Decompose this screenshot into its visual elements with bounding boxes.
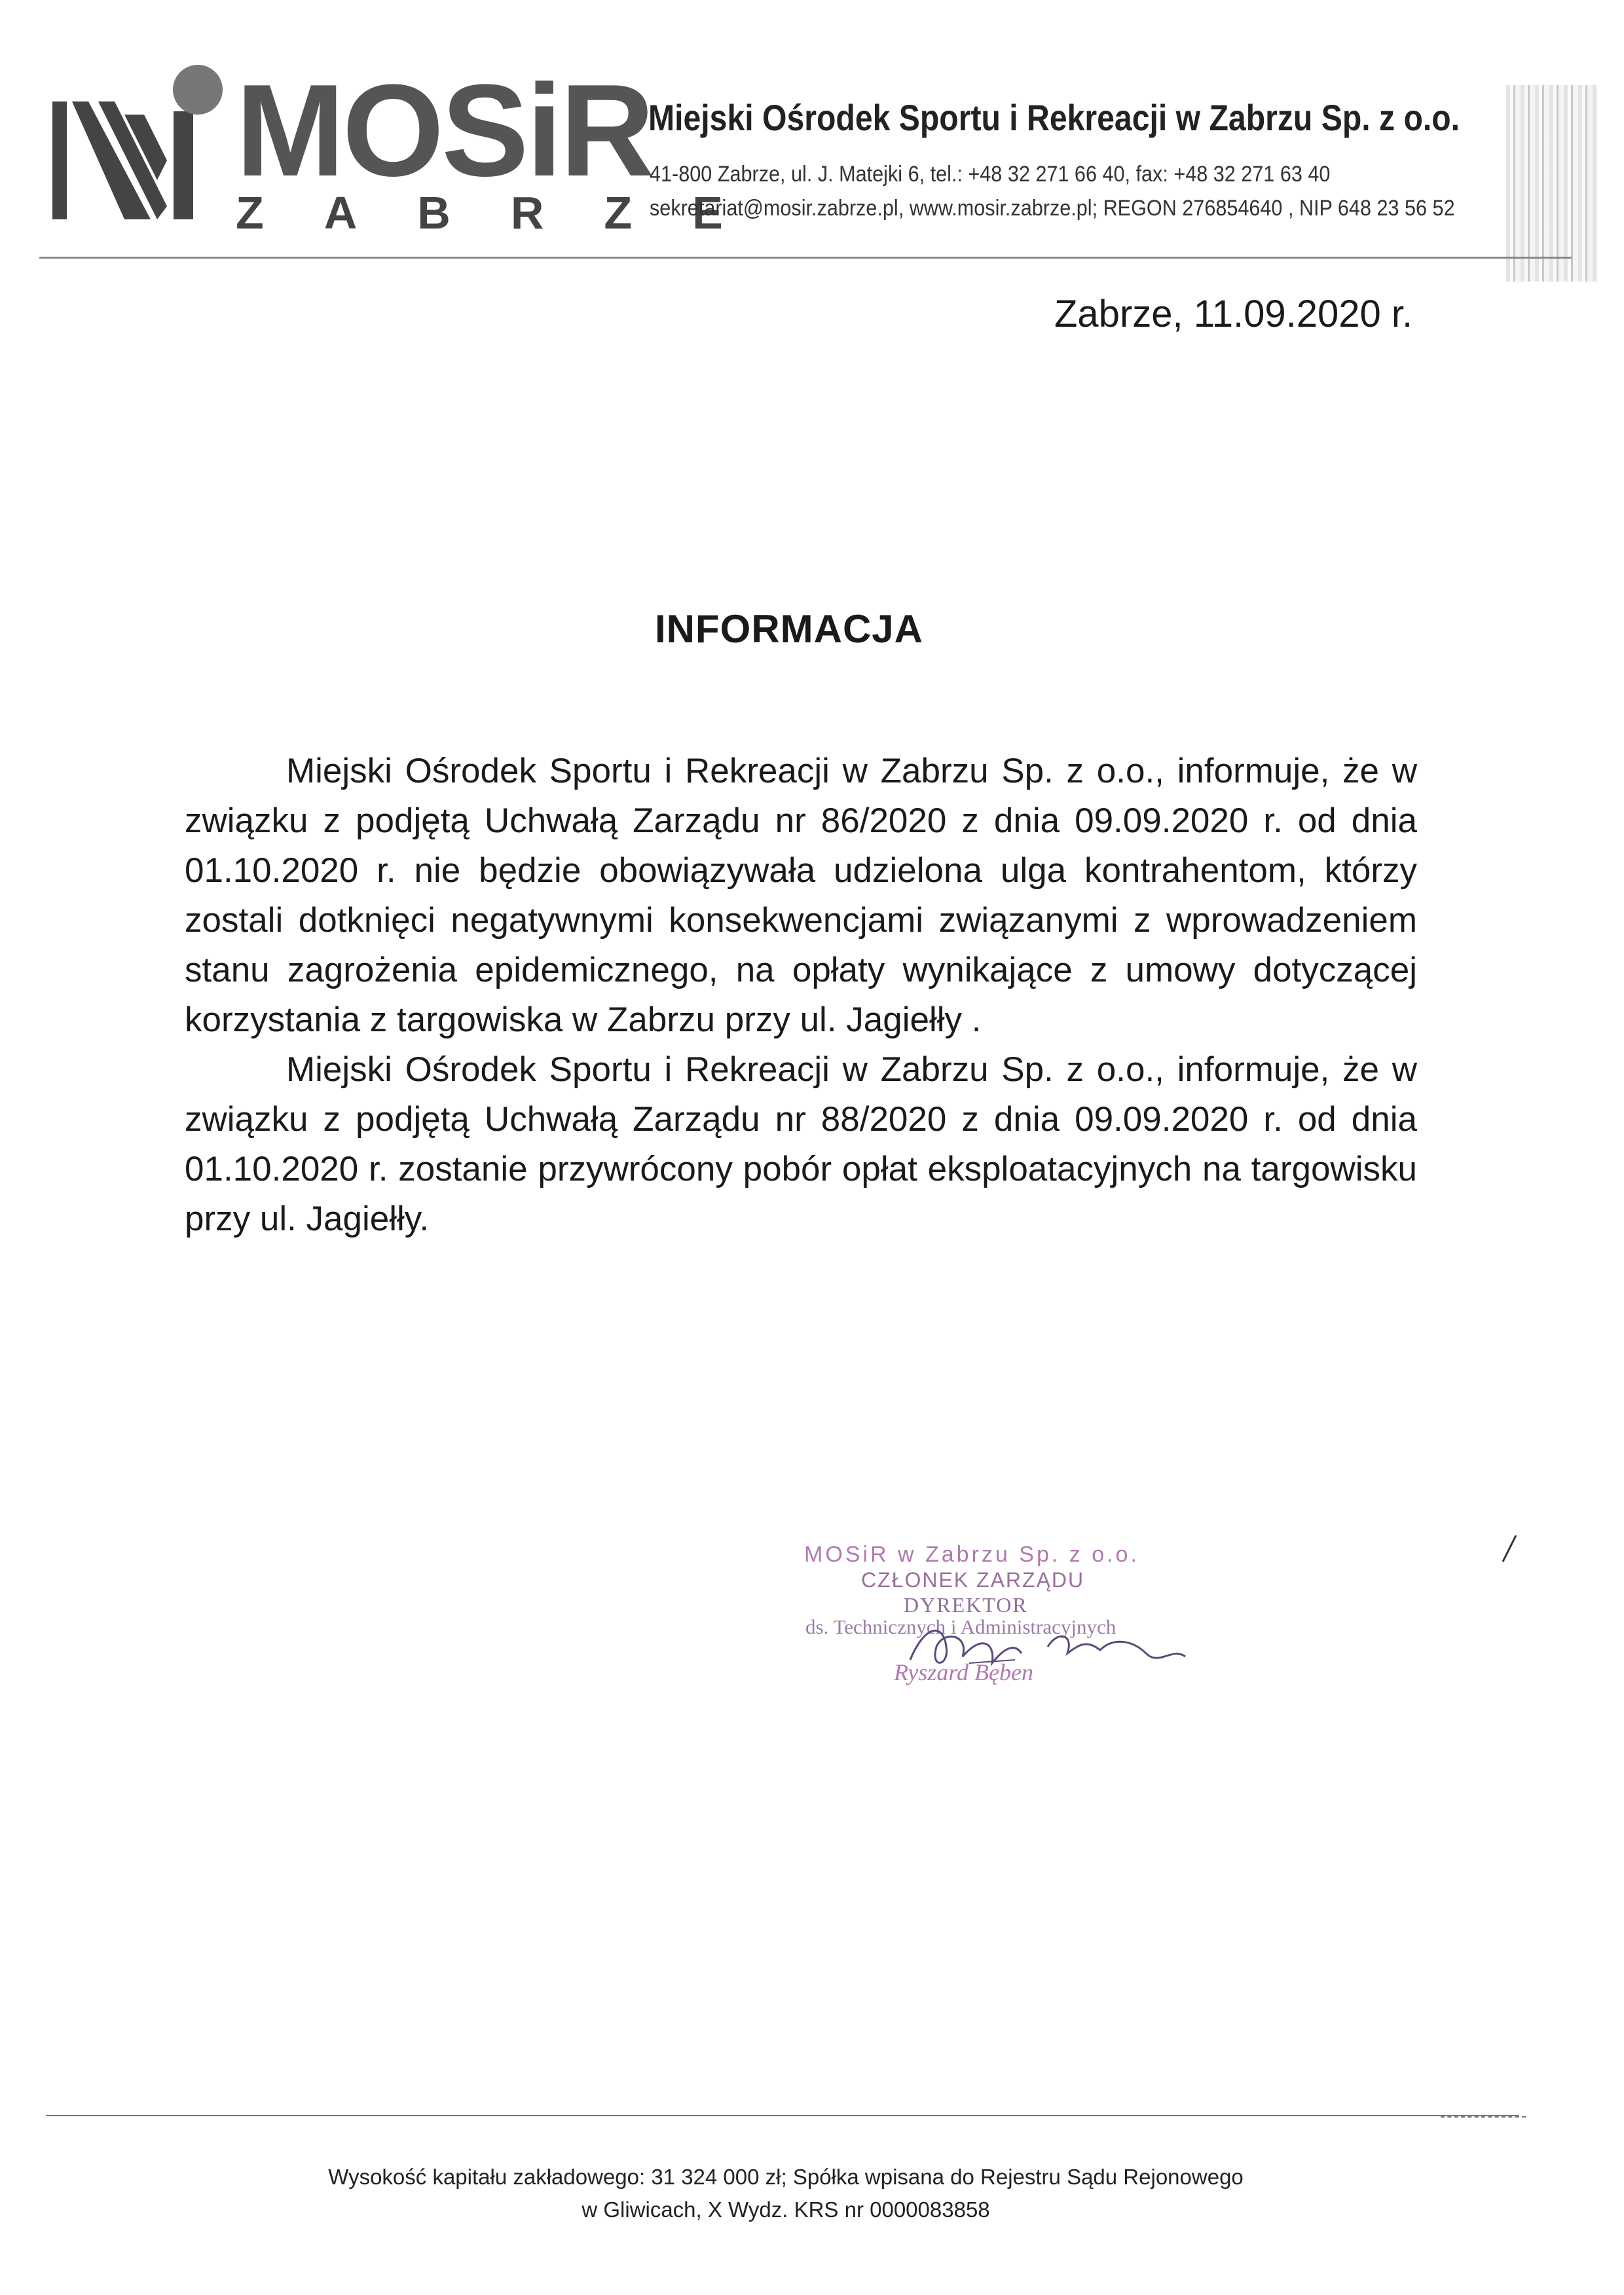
document-title: INFORMACJA: [655, 607, 923, 651]
stamp-role: CZŁONEK ZARZĄDU: [861, 1568, 1085, 1592]
document-footer: [0, 2161, 1572, 2226]
official-stamp: [753, 1542, 1211, 1699]
footer-line-2: w Gliwicach, X Wydz. KRS nr 0000083858: [581, 2197, 990, 2222]
stamp-title: DYREKTOR: [904, 1593, 1028, 1617]
company-logo: [52, 58, 783, 239]
letterhead-contact: sekretariat@mosir.zabrze.pl, www.mosir.zabrze.pl; REGON 276854640 , NIP 648 23 56 52: [650, 196, 1455, 221]
document-body: [185, 746, 1417, 1244]
footer-line-1: Wysokość kapitału zakładowego: 31 324 000 zł; Spółka wpisana do Rejestru Sądu Rejonowego: [328, 2165, 1244, 2189]
logo-city: ZABRZE: [236, 187, 783, 238]
letterhead-address: 41-800 Zabrze, ul. J. Matejki 6, tel.: +48 32 271 66 40, fax: +48 32 271 63 40: [650, 162, 1331, 187]
stamp-company: MOSiR w Zabrzu Sp. z o.o.: [804, 1542, 1139, 1567]
logo-wordmark: MOSiR: [236, 58, 652, 204]
letterhead-org-name: Miejski Ośrodek Sportu i Rekreacji w Zabrzu Sp. z o.o.: [648, 97, 1460, 138]
footer-divider-dashed: [1441, 2116, 1526, 2121]
scan-artifact: [1506, 85, 1598, 282]
document-date: Zabrze, 11.09.2020 r.: [1054, 293, 1413, 335]
handwritten-signature: [884, 1607, 1211, 1686]
stamp-department: ds. Technicznych i Administracyjnych: [805, 1615, 1116, 1638]
stamp-person-name: Ryszard Bęben: [894, 1659, 1033, 1685]
letterhead-divider: [39, 257, 1572, 259]
footer-divider: [46, 2115, 1519, 2116]
body-paragraph-1: Miejski Ośrodek Sportu i Rekreacji w Zabrzu Sp. z o.o., informuje, że w związku z podjętą Uchwałą Zarządu nr 86/2020 z dnia 09.09.2020 r. od dnia 01.10.2020 r. nie będzie obowiązywała udzielona ulga kontrahentom, którzy zostali dotknięci negatywnymi konsekwencjami związanymi z wprowadzeniem stanu zagrożenia epidemicznego, na opłaty wynikające z umowy dotyczącej korzystania z targowiska w Zabrzu przy ul. Jagiełły .: [185, 752, 1417, 1039]
check-mark-icon: [1496, 1532, 1522, 1565]
mosir-logo-mark-icon: [52, 62, 236, 219]
body-paragraph-2: Miejski Ośrodek Sportu i Rekreacji w Zabrzu Sp. z o.o., informuje, że w związku z podjętą Uchwałą Zarządu nr 88/2020 z dnia 09.09.2020 r. od dnia 01.10.2020 r. zostanie przywrócony pobór opłat eksploatacyjnych na targowisku przy ul. Jagiełły.: [185, 1050, 1417, 1238]
